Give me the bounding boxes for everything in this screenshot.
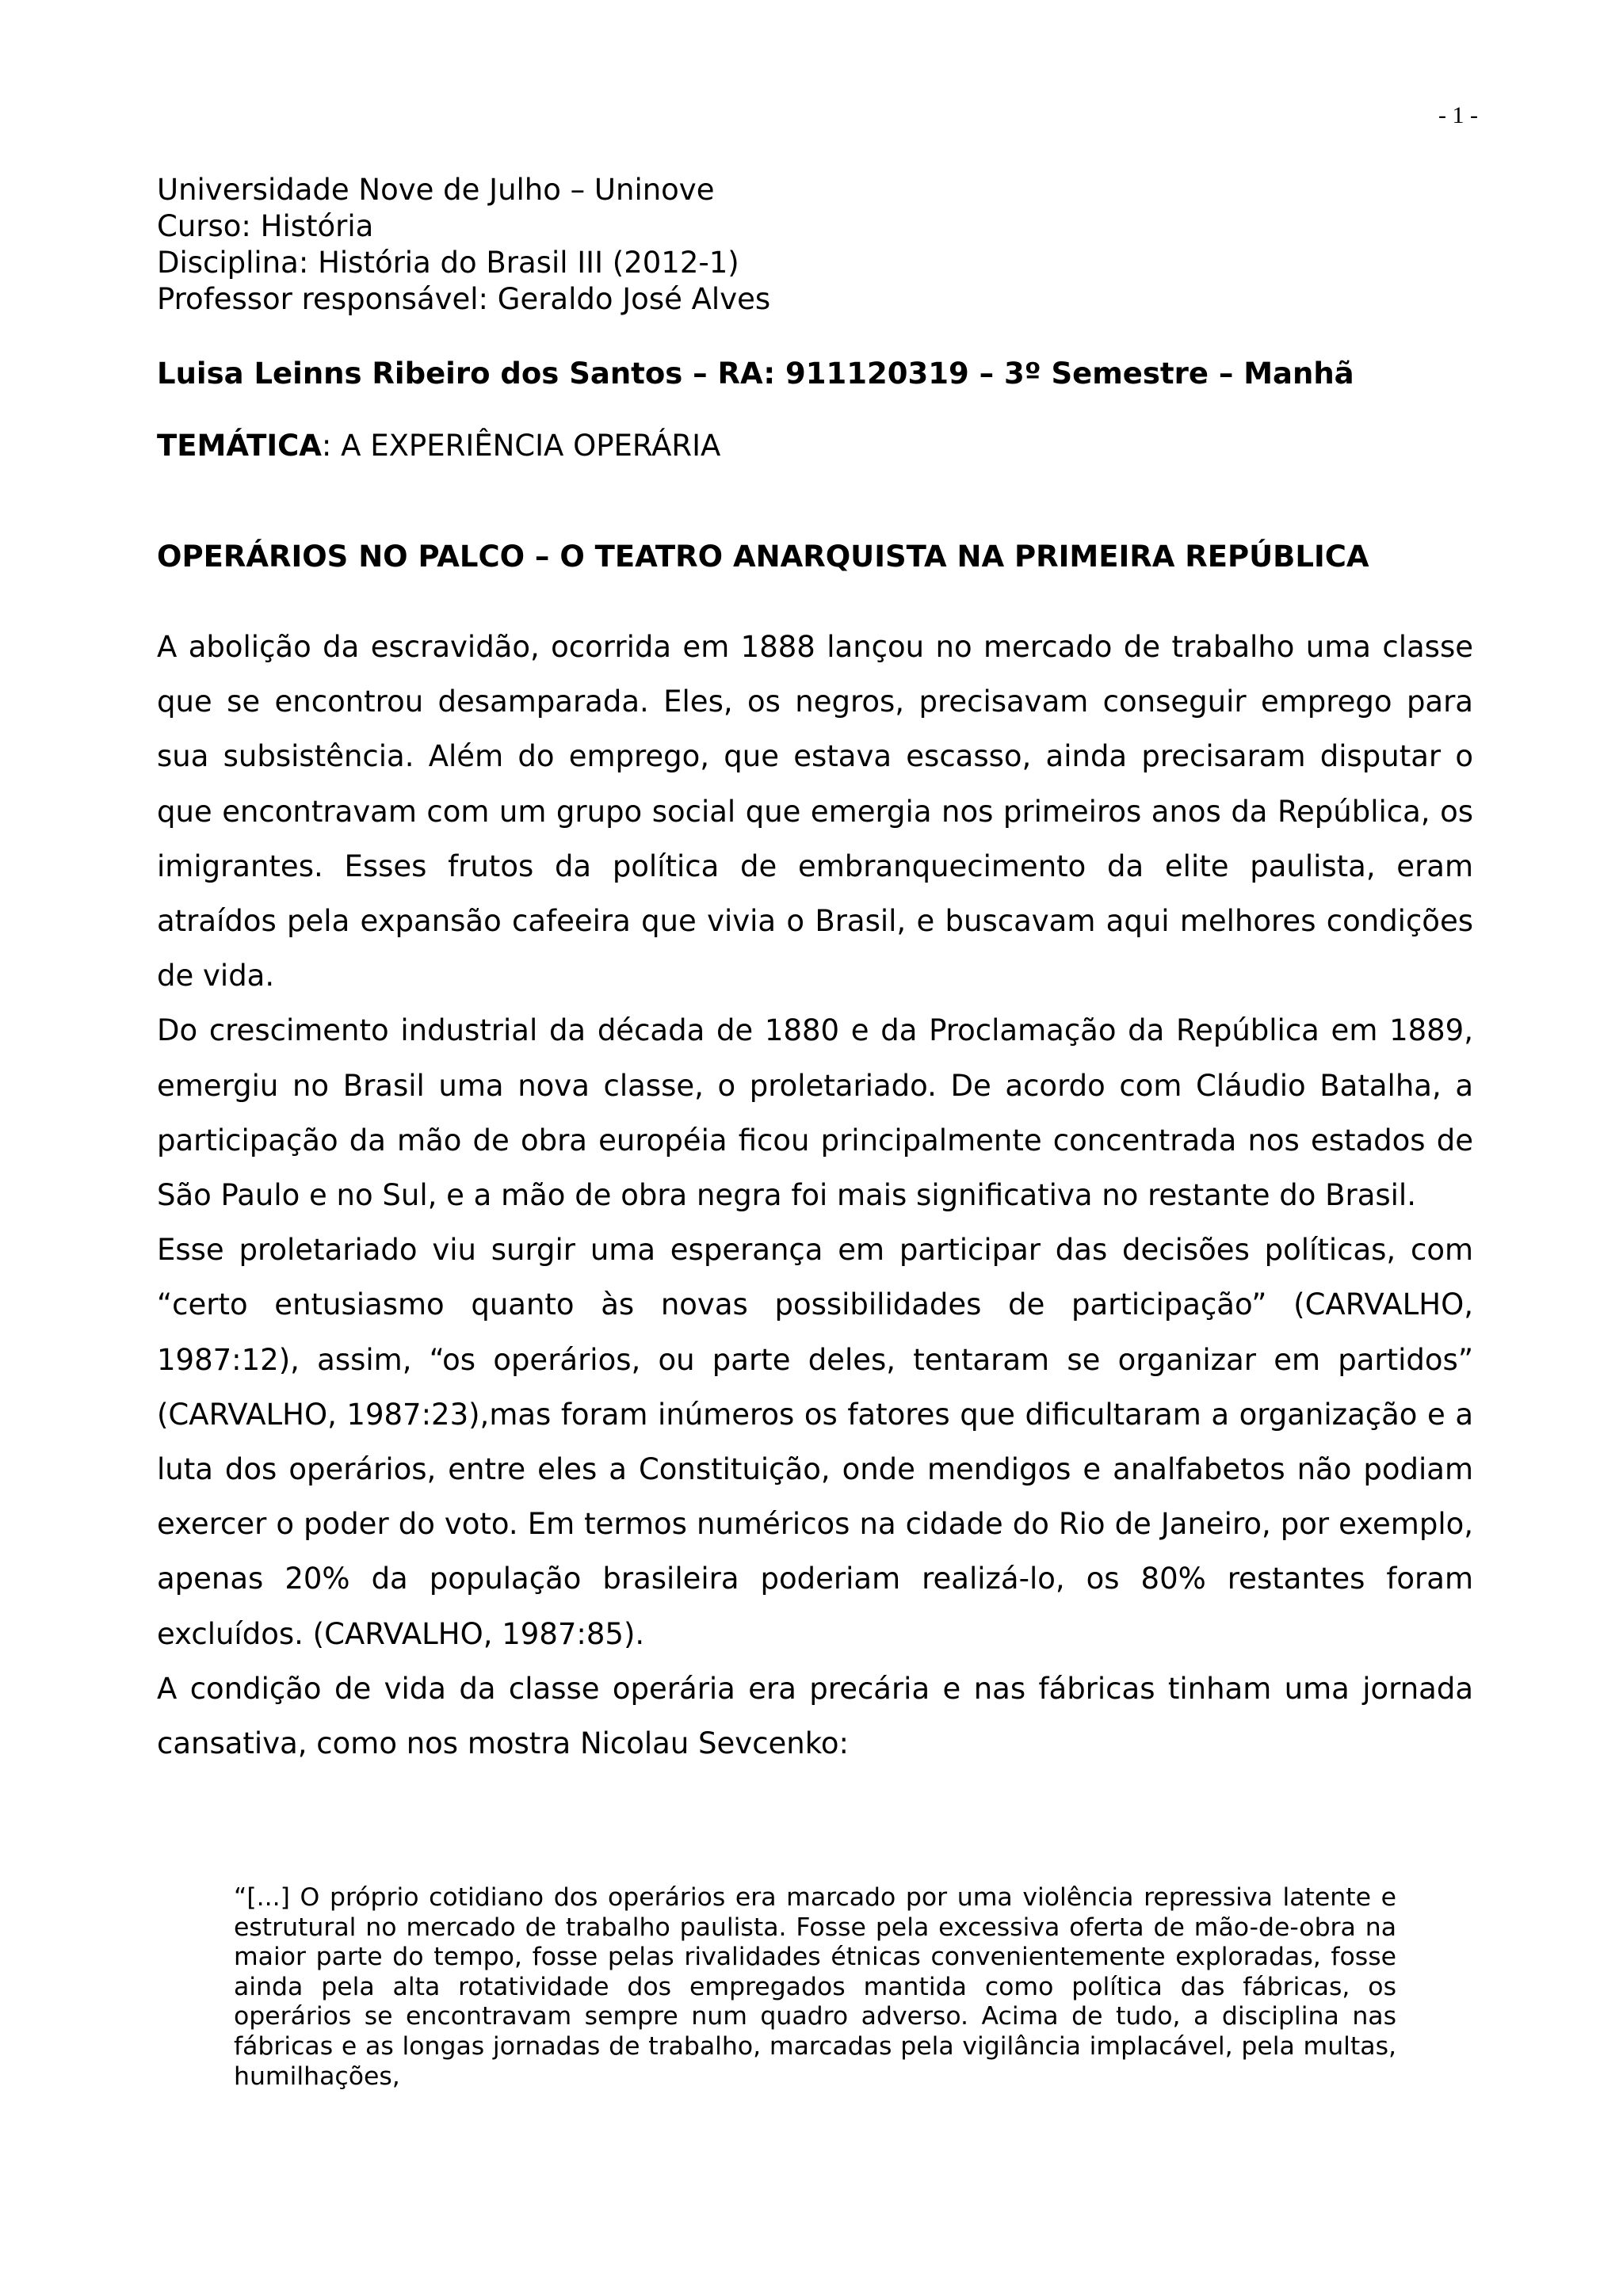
course-line: Curso: História xyxy=(157,209,374,243)
paragraph-1: A abolição da escravidão, ocorrida em 1888 lançou no mercado de trabalho uma classe que se encontrou desamparada. Eles, os negros, precisavam conseguir emprego para sua subsistência. Além do emprego, que estava escasso, ainda precisaram disputar o que encontravam com um grupo social que emergia nos primeiros anos da República, os imigrantes. Esses frutos da política de embranquecimento da elite paulista, eram atraídos pela expansão cafeeira que vivia o Brasil, e buscavam aqui melhores condições de vida. xyxy=(157,630,1473,994)
author-line: Luisa Leinns Ribeiro dos Santos – RA: 911120319 – 3º Semestre – Manhã xyxy=(157,357,1354,391)
theme-line xyxy=(157,429,1472,463)
university-line: Universidade Nove de Julho – Uninove xyxy=(157,173,715,207)
theme-value: : A EXPERIÊNCIA OPERÁRIA xyxy=(321,429,721,463)
theme-label: TEMÁTICA xyxy=(157,429,322,463)
professor-line: Professor responsável: Geraldo José Alves xyxy=(157,282,771,316)
block-quote xyxy=(234,1883,1396,2092)
paragraph-3: Esse proletariado viu surgir uma esperança em participar das decisões políticas, com “certo entusiasmo quanto às novas possibilidades de participação” (CARVALHO, 1987:12), assim, “os operários, ou parte deles, tentaram se organizar em partidos” (CARVALHO, 1987:23),mas foram inúmeros os fatores que dificultaram a organização e a luta dos operários, entre eles a Constituição, onde mendigos e analfabetos não podiam exercer o poder do voto. Em termos numéricos na cidade do Rio de Janeiro, por exemplo, apenas 20% da população brasileira poderiam realizá-lo, os 80% restantes foram excluídos. (CARVALHO, 1987:85). xyxy=(157,1233,1473,1651)
page-number: - 1 - xyxy=(1438,102,1478,128)
quote-text: “[...] O próprio cotidiano dos operários era marcado por uma violência repressiva latente e estrutural no mercado de trabalho paulista. Fosse pela excessiva oferta de mão-de-obra na maior parte do tempo, fosse pelas rivalidades étnicas convenientemente exploradas, fosse ainda pela alta rotatividade dos empregados mantida como política das fábricas, os operários se encontravam sempre num quadro adverso. Acima de tudo, a disciplina nas fábricas e as longas jornadas de trabalho, marcadas pela vigilância implacável, pela multas, humilhações, xyxy=(234,1883,1396,2091)
document-header xyxy=(157,172,1472,318)
discipline-line: Disciplina: História do Brasil III (2012-1) xyxy=(157,246,739,280)
paragraph-4: A condição de vida da classe operária era precária e nas fábricas tinham uma jornada cansativa, como nos mostra Nicolau Sevcenko: xyxy=(157,1671,1473,1761)
document-title: OPERÁRIOS NO PALCO – O TEATRO ANARQUISTA NA PRIMEIRA REPÚBLICA xyxy=(157,540,1369,574)
paragraph-2: Do crescimento industrial da década de 1880 e da Proclamação da República em 1889, emergiu no Brasil uma nova classe, o proletariado. De acordo com Cláudio Batalha, a participação da mão de obra européia ficou principalmente concentrada nos estados de São Paulo e no Sul, e a mão de obra negra foi mais significativa no restante do Brasil. xyxy=(157,1013,1473,1213)
body-text xyxy=(157,620,1473,1771)
